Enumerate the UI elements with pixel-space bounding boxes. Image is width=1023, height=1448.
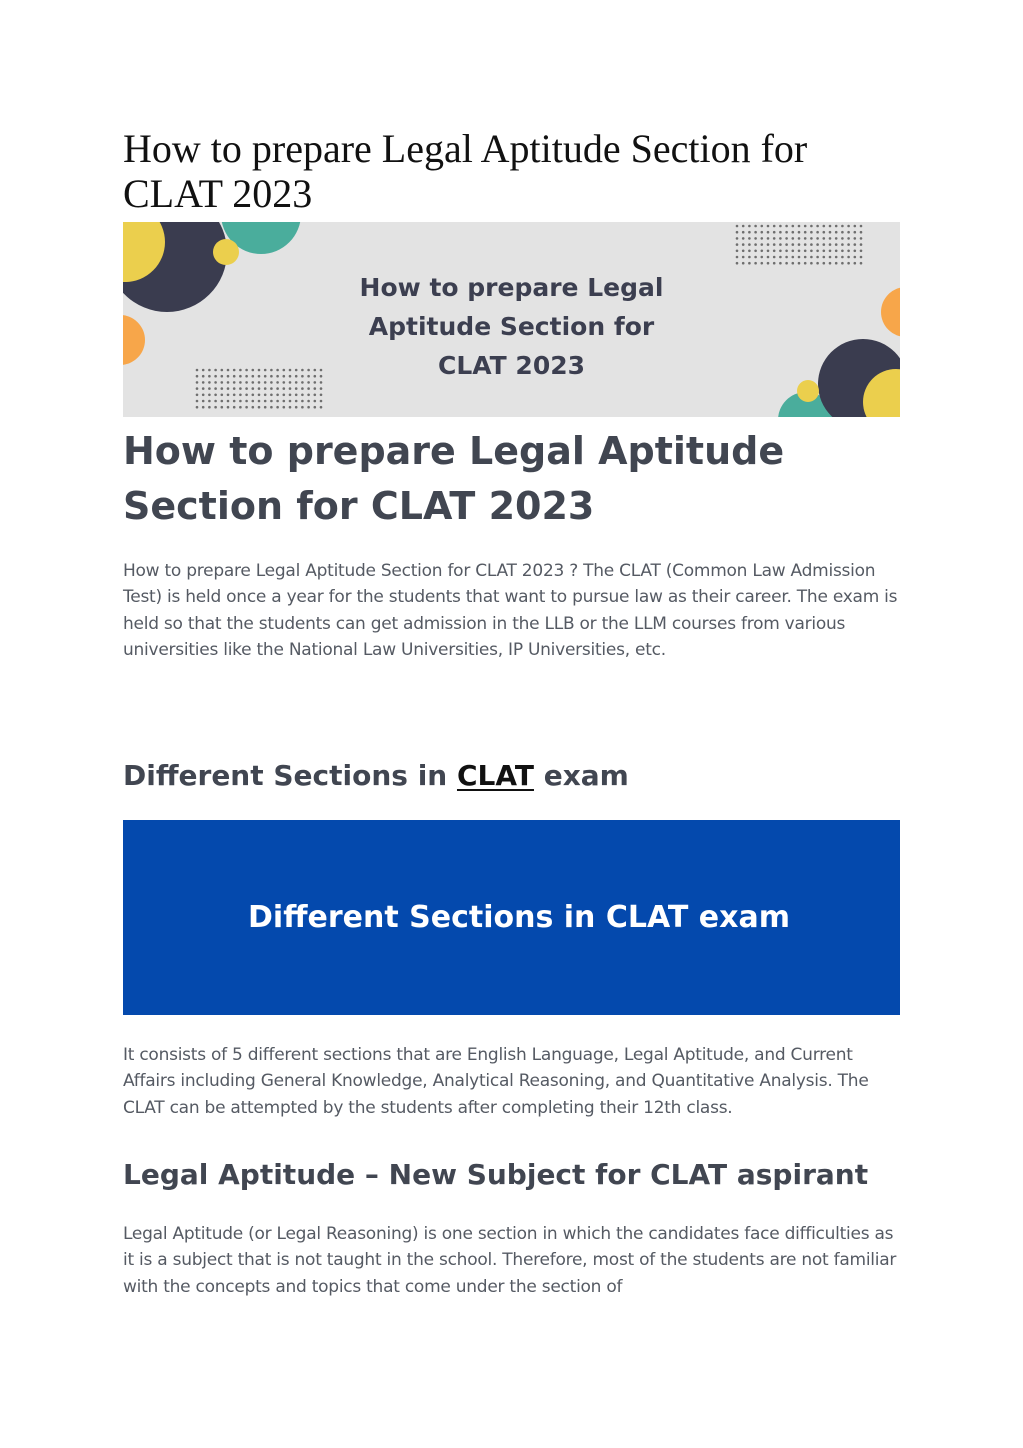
sections-banner-text: Different Sections in CLAT exam: [248, 900, 790, 935]
banner-line: Aptitude Section for: [368, 312, 655, 341]
article-heading: How to prepare Legal Aptitude Section for CLAT 2023: [123, 429, 785, 528]
banner-title-text: [123, 268, 900, 385]
sections-paragraph: It consists of 5 different sections that are English Language, Legal Aptitude, and Current Affairs including General Knowledge, Analytical Reasoning, and Quantitative Analysis. The CLAT can be attempted by the students after completing their 12th class.: [123, 1045, 869, 1118]
legal-aptitude-heading: Legal Aptitude – New Subject for CLAT aspirant: [123, 1158, 869, 1191]
sections-heading: [123, 756, 900, 796]
intro-paragraph: How to prepare Legal Aptitude Section for CLAT 2023 ? The CLAT (Common Law Admission Test) is held once a year for the students that want to pursue law as their career. The exam is held so that the students can get admission in the LLB or the LLM courses from various universities like the National Law Universities, IP Universities, etc.: [123, 561, 898, 660]
legal-aptitude-paragraph: Legal Aptitude (or Legal Reasoning) is one section in which the candidates face difficulties as it is a subject that is not taught in the school. Therefore, most of the students are not familiar with the concepts and topics that come under the section of: [123, 1224, 897, 1297]
banner-line: CLAT 2023: [437, 351, 586, 380]
document-title: How to prepare Legal Aptitude Section for CLAT 2023: [123, 126, 808, 216]
sections-banner-image: [123, 820, 900, 1015]
sections-heading-after: exam: [533, 759, 629, 792]
sections-heading-before: Different Sections in: [123, 759, 457, 792]
clat-link[interactable]: CLAT: [456, 759, 534, 792]
title-banner-image: [123, 222, 900, 417]
banner-line: How to prepare Legal: [359, 273, 664, 302]
